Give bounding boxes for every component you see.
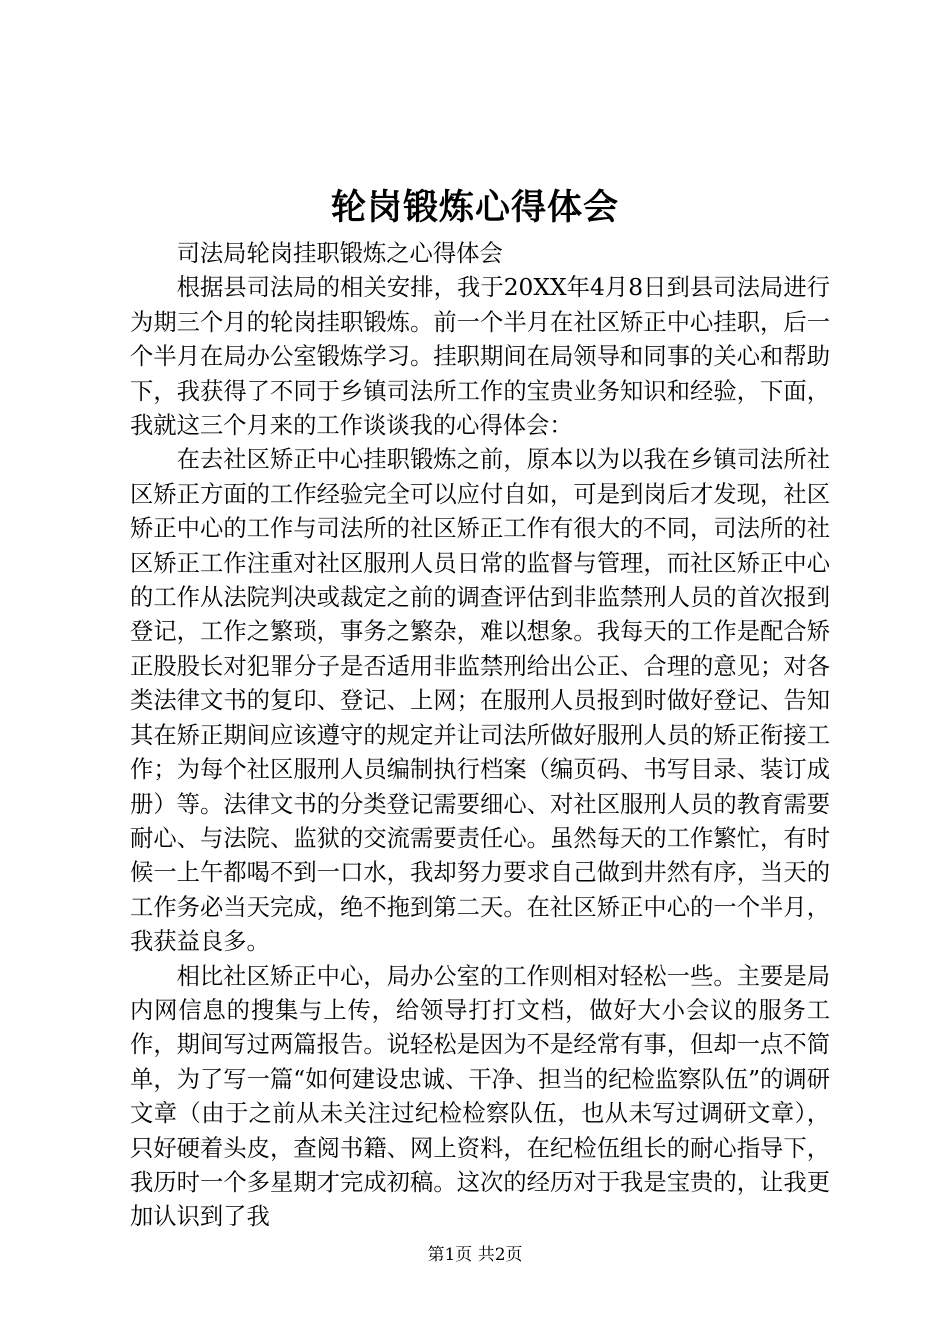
document-title: 轮岗锻炼心得体会 [330, 187, 619, 228]
body-paragraph: 根据县司法局的相关安排，我于20XX年4月8日到县司法局进行为期三个月的轮岗挂职锻炼。前一个半月在社区矫正中心挂职，后一个半月在局办公室锻炼学习。挂职期间在局领导和同事的关心和帮助下，我获得了不同于乡镇司法所工作的宝贵业务知识和经验，下面，我就这三个月来的工作谈谈我的心得体会： [130, 274, 830, 440]
page-footer: 第1页 共2页 [427, 1245, 523, 1265]
document-body [130, 237, 830, 1235]
body-paragraph: 在去社区矫正中心挂职锻炼之前，原本以为以我在乡镇司法所社区矫正方面的工作经验完全可以应付自如，可是到岗后才发现，社区矫正中心的工作与司法所的社区矫正工作有很大的不同，司法所的社区矫正工作注重对社区服刑人员日常的监督与管理，而社区矫正中心的工作从法院判决或裁定之前的调查评估到非监禁刑人员的首次报到登记，工作之繁琐，事务之繁杂，难以想象。我每天的工作是配合矫正股股长对犯罪分子是否适用非监禁刑给出公正、合理的意见；对各类法律文书的复印、登记、上网；在服刑人员报到时做好登记、告知其在矫正期间应该遵守的规定并让司法所做好服刑人员的矫正衔接工作；为每个社区服刑人员编制执行档案（编页码、书写目录、装订成册）等。法律文书的分类登记需要细心、对社区服刑人员的教育需要耐心、与法院、监狱的交流需要责任心。虽然每天的工作繁忙，有时候一上午都喝不到一口水，我却努力要求自己做到井然有序，当天的工作务必当天完成，绝不拖到第二天。在社区矫正中心的一个半月，我获益良多。 [130, 446, 830, 956]
subtitle-paragraph: 司法局轮岗挂职锻炼之心得体会 [176, 240, 503, 267]
body-paragraph: 相比社区矫正中心，局办公室的工作则相对轻松一些。主要是局内网信息的搜集与上传，给领导打打文档，做好大小会议的服务工作，期间写过两篇报告。说轻松是因为不是经常有事，但却一点不简单，为了写一篇“如何建设忠诚、干净、担当的纪检监察队伍”的调研文章（由于之前从未关注过纪检检察队伍，也从未写过调研文章），只好硬着头皮，查阅书籍、网上资料，在纪检伍组长的耐心指导下，我历时一个多星期才完成初稿。这次的经历对于我是宝贵的，让我更加认识到了我 [130, 962, 830, 1231]
